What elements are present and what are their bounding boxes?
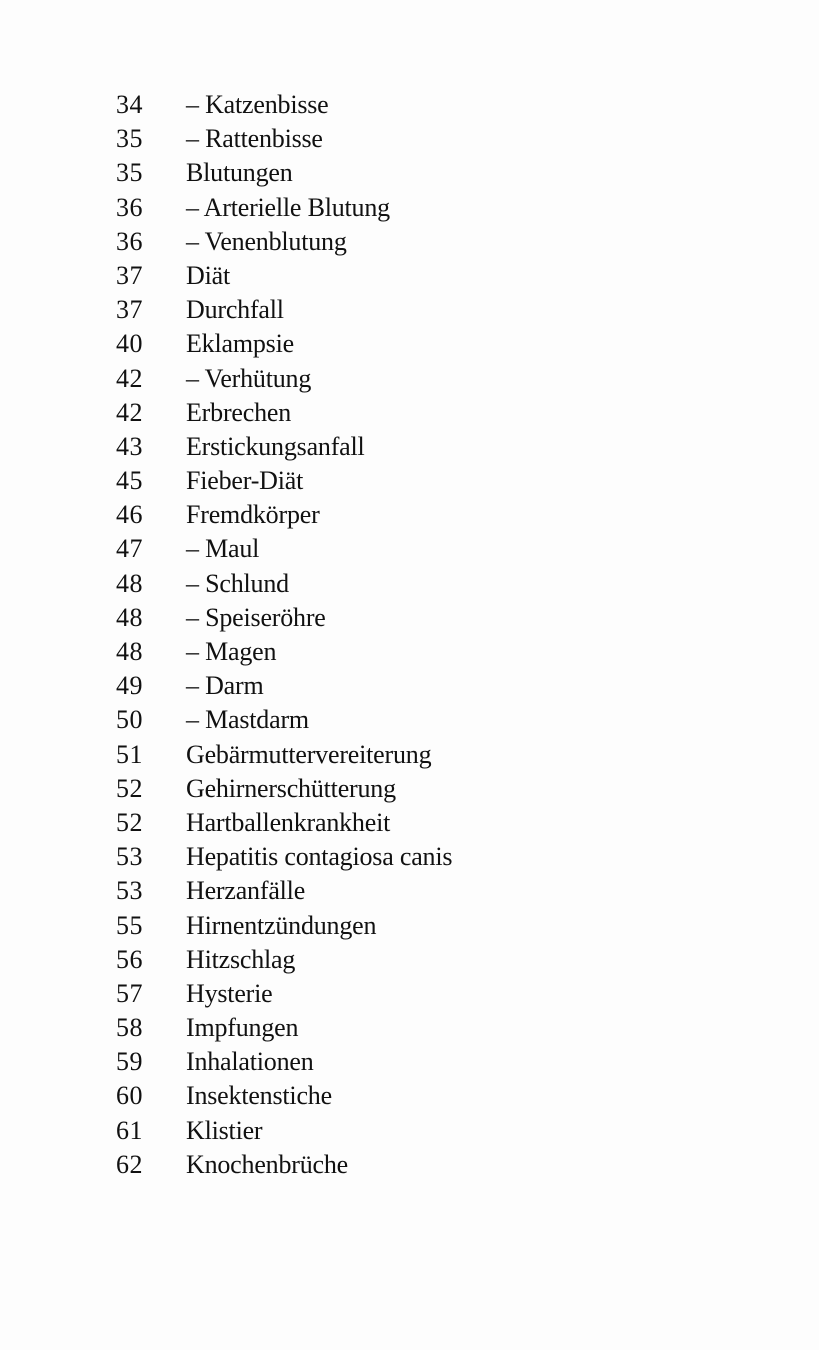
entry-term: – Rattenbisse: [186, 124, 323, 154]
entry-page-number: 35: [116, 124, 143, 154]
index-entry: [116, 191, 452, 225]
entry-term: Hepatitis contagiosa canis: [186, 842, 453, 872]
entry-term: Hysterie: [186, 978, 273, 1008]
entry-term: Inhalationen: [186, 1047, 314, 1077]
entry-term: Erstickungsanfall: [186, 431, 365, 461]
index-list: [116, 88, 452, 1182]
entry-page-number: 40: [116, 329, 143, 359]
index-entry: [116, 1079, 452, 1113]
entry-term: Diät: [186, 260, 230, 290]
entry-term: Impfungen: [186, 1013, 299, 1043]
entry-page-number: 53: [116, 842, 143, 872]
index-entry: [116, 88, 452, 122]
entry-term: – Venenblutung: [186, 226, 347, 256]
entry-page-number: 58: [116, 1013, 143, 1043]
index-entry: [116, 943, 452, 977]
index-entry: [116, 635, 452, 669]
index-entry: [116, 977, 452, 1011]
index-entry: [116, 874, 452, 908]
entry-page-number: 59: [116, 1047, 143, 1077]
entry-page-number: 61: [116, 1115, 143, 1145]
entry-term: – Katzenbisse: [186, 90, 329, 119]
entry-page-number: 36: [116, 226, 143, 256]
index-entry: [116, 156, 452, 190]
index-entry: [116, 362, 452, 396]
entry-page-number: 43: [116, 431, 143, 461]
index-entry: [116, 464, 452, 498]
entry-page-number: 53: [116, 876, 143, 906]
index-entry: [116, 225, 452, 259]
entry-page-number: 48: [116, 568, 143, 598]
index-entry: [116, 1148, 452, 1182]
index-entry: [116, 293, 452, 327]
entry-term: Hitzschlag: [186, 944, 296, 974]
entry-page-number: 49: [116, 671, 143, 701]
entry-term: – Speiseröhre: [186, 602, 326, 632]
index-entry: [116, 1011, 452, 1045]
index-entry: [116, 1114, 452, 1148]
index-entry: [116, 703, 452, 737]
entry-term: – Mastdarm: [186, 705, 309, 735]
index-entry: [116, 122, 452, 156]
entry-term: – Maul: [186, 534, 260, 564]
index-entry: [116, 567, 452, 601]
entry-term: – Schlund: [186, 568, 289, 598]
entry-term: Knochenbrüche: [186, 1149, 348, 1179]
entry-term: Durchfall: [186, 295, 284, 325]
entry-page-number: 45: [116, 466, 143, 496]
index-entry: [116, 601, 452, 635]
entry-term: Insektenstiche: [186, 1081, 332, 1111]
entry-term: Herzanfälle: [186, 876, 306, 906]
entry-page-number: 34: [116, 90, 143, 119]
index-entry: [116, 772, 452, 806]
index-entry: [116, 806, 452, 840]
entry-term: – Verhütung: [186, 363, 312, 393]
index-entry: [116, 738, 452, 772]
entry-page-number: 52: [116, 807, 143, 837]
entry-page-number: 55: [116, 910, 143, 940]
entry-page-number: 60: [116, 1081, 143, 1111]
index-entry: [116, 396, 452, 430]
entry-page-number: 56: [116, 944, 143, 974]
entry-term: Hirnentzündungen: [186, 910, 377, 940]
entry-page-number: 37: [116, 295, 143, 325]
entry-term: – Arterielle Blutung: [186, 192, 390, 222]
entry-term: Blutungen: [186, 158, 293, 188]
index-entry: [116, 532, 452, 566]
entry-page-number: 48: [116, 602, 143, 632]
entry-page-number: 62: [116, 1149, 143, 1179]
entry-page-number: 50: [116, 705, 143, 735]
entry-term: Fieber-Diät: [186, 466, 304, 496]
entry-term: – Magen: [186, 637, 277, 666]
entry-page-number: 42: [116, 363, 143, 393]
entry-term: Erbrechen: [186, 397, 292, 427]
index-entry: [116, 1045, 452, 1079]
entry-page-number: 35: [116, 158, 143, 188]
entry-term: Gehirnerschütterung: [186, 773, 396, 803]
entry-page-number: 37: [116, 260, 143, 290]
entry-term: Klistier: [186, 1115, 263, 1145]
entry-page-number: 47: [116, 534, 143, 564]
index-entry: [116, 498, 452, 532]
entry-term: Gebärmuttervereiterung: [186, 739, 432, 769]
entry-page-number: 48: [116, 637, 143, 666]
index-entry: [116, 669, 452, 703]
entry-page-number: 36: [116, 192, 143, 222]
entry-page-number: 51: [116, 739, 143, 769]
index-entry: [116, 840, 452, 874]
entry-term: Eklampsie: [186, 329, 294, 359]
index-entry: [116, 327, 452, 361]
entry-term: – Darm: [186, 671, 264, 701]
entry-page-number: 52: [116, 773, 143, 803]
entry-term: Hartballenkrankheit: [186, 807, 391, 837]
entry-term: Fremdkörper: [186, 500, 320, 530]
index-entry: [116, 909, 452, 943]
entry-page-number: 46: [116, 500, 143, 530]
index-entry: [116, 430, 452, 464]
index-entry: [116, 259, 452, 293]
entry-page-number: 42: [116, 397, 143, 427]
entry-page-number: 57: [116, 978, 143, 1008]
